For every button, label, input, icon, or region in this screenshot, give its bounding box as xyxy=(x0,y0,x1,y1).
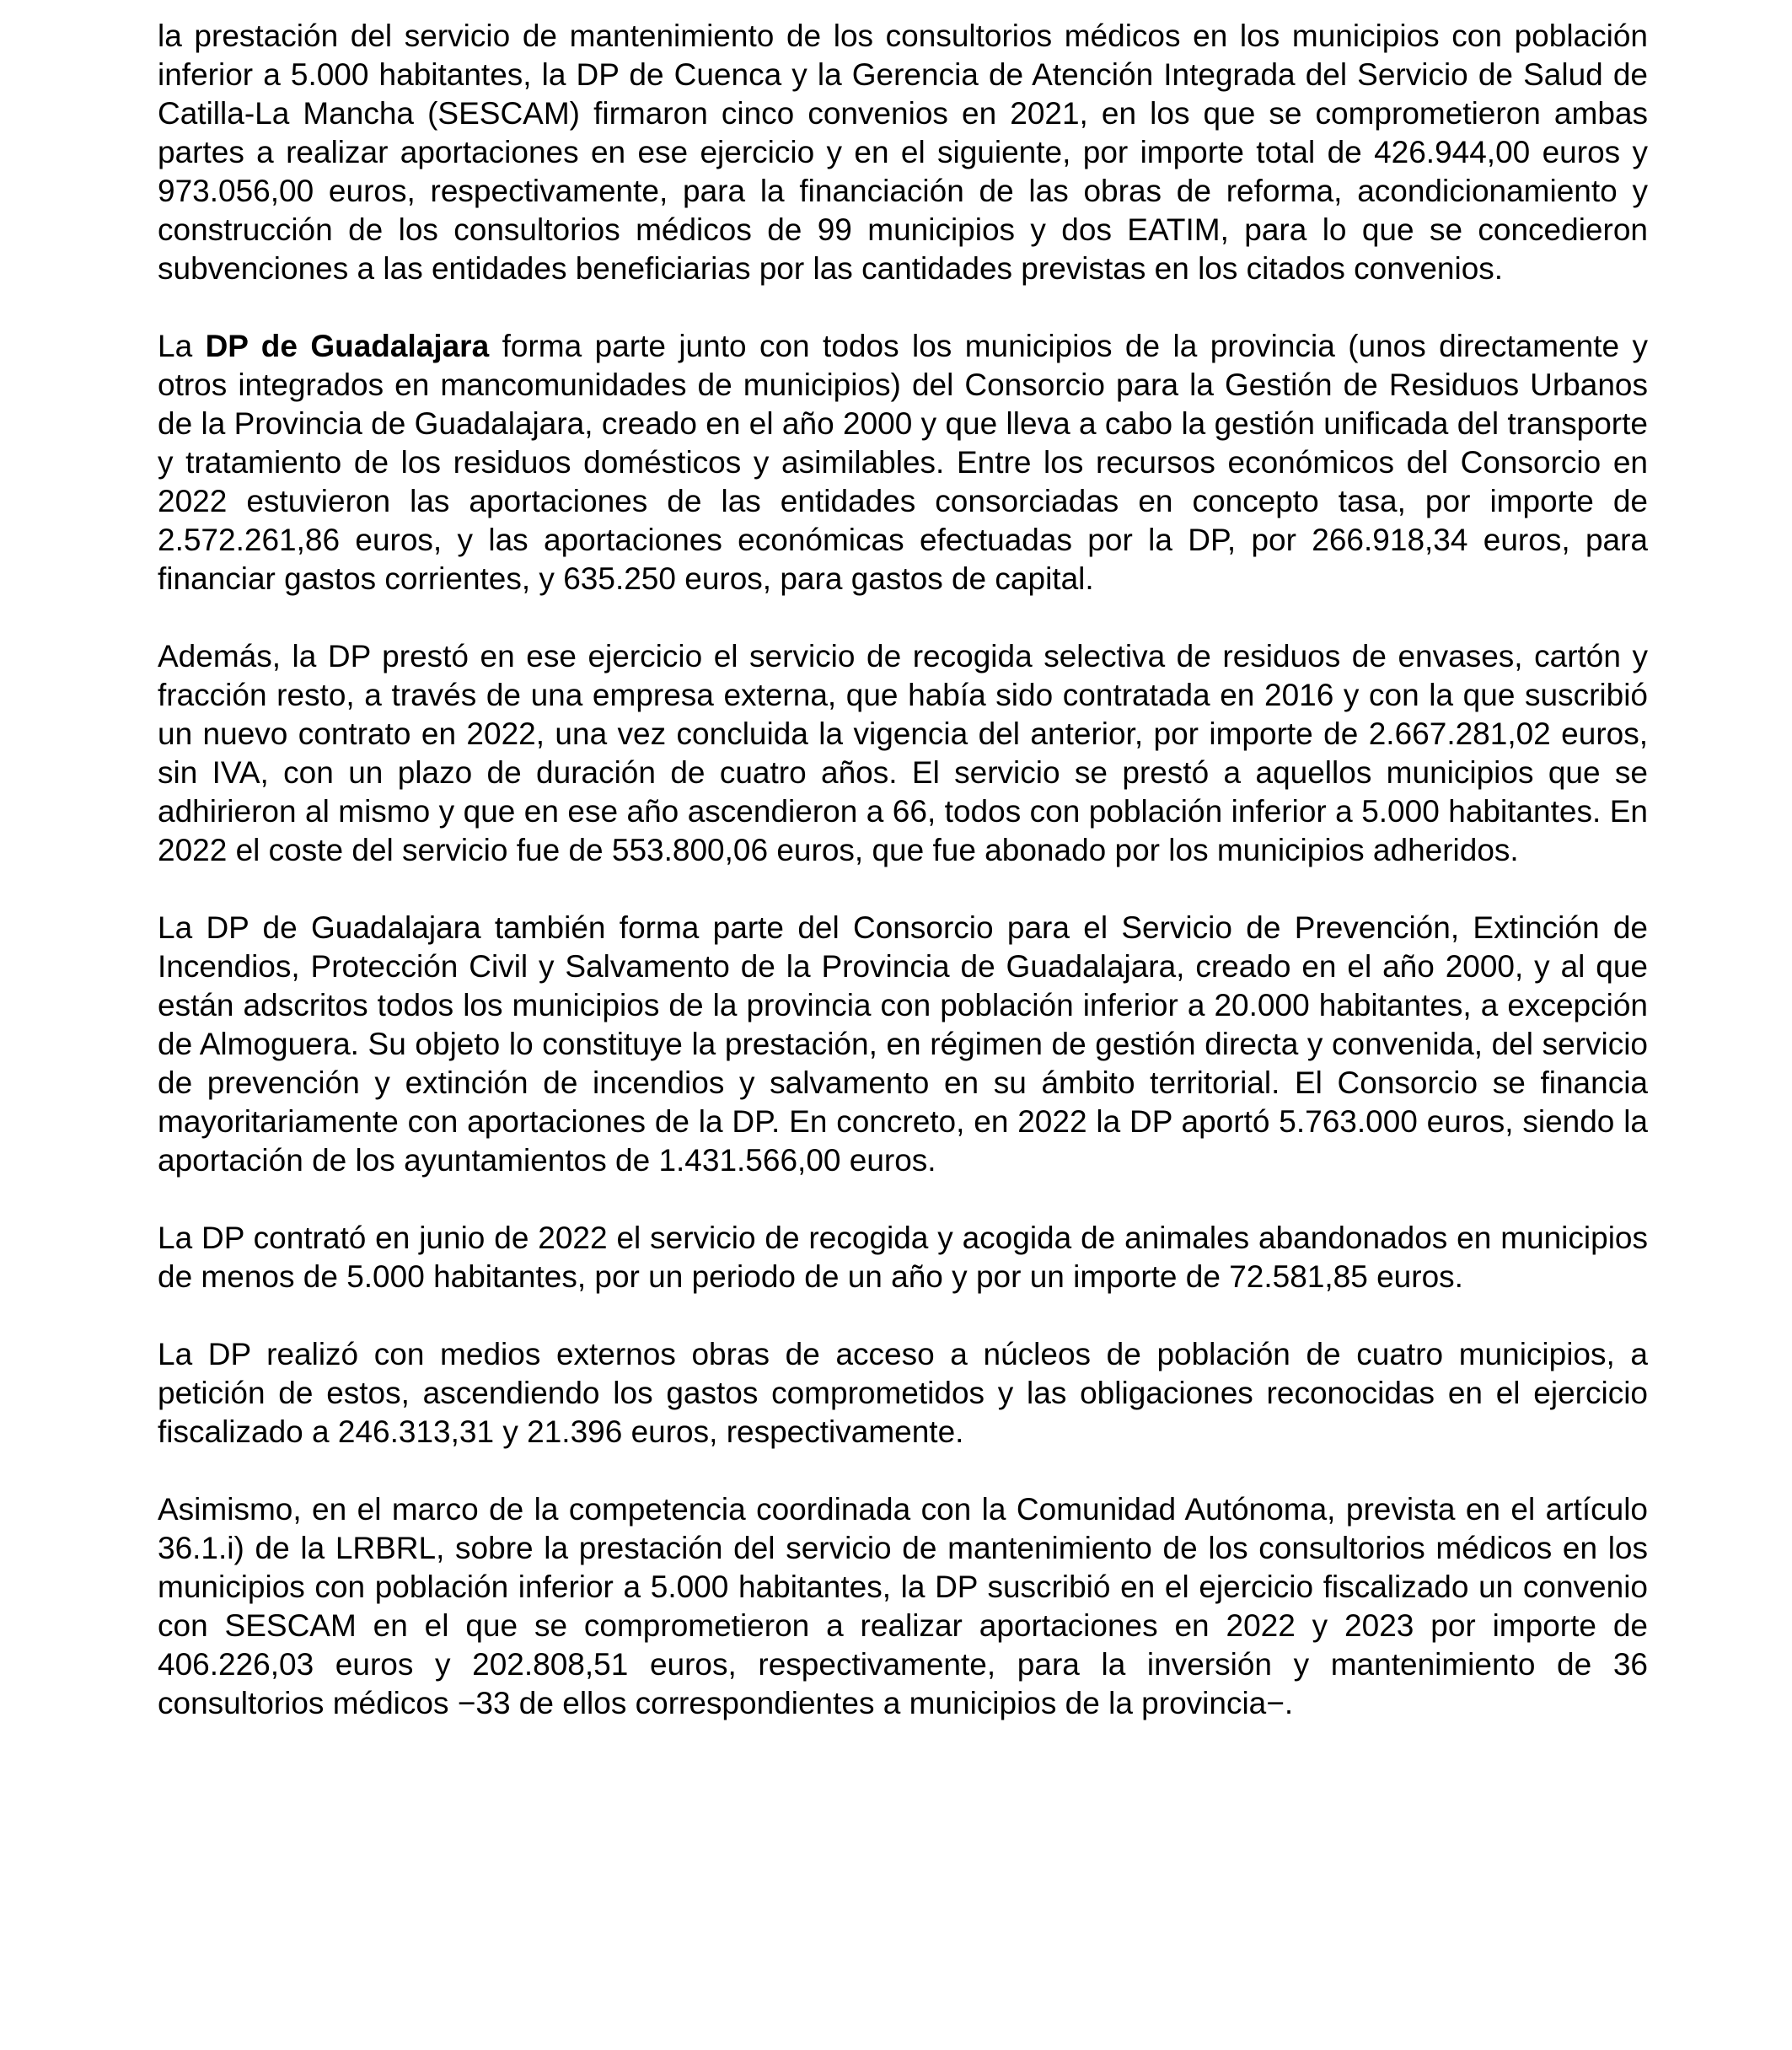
paragraph-recogida-selectiva: Además, la DP prestó en ese ejercicio el servicio de recogida selectiva de residuos de envases, cartón y fracción resto, a través de una empresa externa, que había sido contratada en 2016 y con la que suscribió un nuevo contrato en 2022, una vez concluida la vigencia del anterior, por importe de 2.667.281,02 euros, sin IVA, con un plazo de duración de cuatro años. El servicio se prestó a aquellos municipios que se adhirieron al mismo y que en ese año ascendieron a 66, todos con población inferior a 5.000 habitantes. En 2022 el coste del servicio fue de 553.800,06 euros, que fue abonado por los municipios adheridos. xyxy=(158,639,1648,867)
paragraph-convenio-sescam: Asimismo, en el marco de la competencia coordinada con la Comunidad Autónoma, prevista en el artículo 36.1.i) de la LRBRL, sobre la prestación del servicio de mantenimiento de los consultorios médicos en los municipios con población inferior a 5.000 habitantes, la DP suscribió en el ejercicio fiscalizado un convenio con SESCAM en el que se comprometieron a realizar aportaciones en 2022 y 2023 por importe de 406.226,03 euros y 202.808,51 euros, respectivamente, para la inversión y mantenimiento de 36 consultorios médicos −33 de ellos correspondientes a municipios de la provincia−. xyxy=(158,1492,1648,1720)
paragraph-rest: forma parte junto con todos los municipios de la provincia (unos directamente y otros integrados en mancomunidades de municipios) del Consorcio para la Gestión de Residuos Urbanos de la Provincia de Guadalajara, creado en el año 2000 y que lleva a cabo la gestión unificada del transporte y tratamiento de los residuos domésticos y asimilables. Entre los recursos económicos del Consorcio en 2022 estuvieron las aportaciones de las entidades consorciadas en concepto tasa, por importe de 2.572.261,86 euros, y las aportaciones económicas efectuadas por la DP, por 266.918,34 euros, para financiar gastos corrientes, y 635.250 euros, para gastos de capital. xyxy=(158,329,1648,596)
entity-name-bold: DP de Guadalajara xyxy=(205,329,490,363)
document-page xyxy=(158,17,1648,1723)
paragraph-obras-acceso: La DP realizó con medios externos obras de acceso a núcleos de población de cuatro municipios, a petición de estos, ascendiendo los gastos comprometidos y las obligaciones reconocidas en el ejercicio fiscalizado a 246.313,31 y 21.396 euros, respectivamente. xyxy=(158,1337,1648,1449)
paragraph-consorcio-incendios: La DP de Guadalajara también forma parte del Consorcio para el Servicio de Prevención, Extinción de Incendios, Protección Civil y Salvamento de la Provincia de Guadalajara, creado en el año 2000, y al que están adscritos todos los municipios de la provincia con población inferior a 20.000 habitantes, a excepción de Almoguera. Su objeto lo constituye la prestación, en régimen de gestión directa y convenida, del servicio de prevención y extinción de incendios y salvamento en su ámbito territorial. El Consorcio se financia mayoritariamente con aportaciones de la DP. En concreto, en 2022 la DP aportó 5.763.000 euros, siendo la aportación de los ayuntamientos de 1.431.566,00 euros. xyxy=(158,910,1648,1178)
paragraph-guadalajara-residuos xyxy=(158,327,1648,598)
paragraph-animales-abandonados: La DP contrató en junio de 2022 el servicio de recogida y acogida de animales abandonados en municipios de menos de 5.000 habitantes, por un periodo de un año y por un importe de 72.581,85 euros. xyxy=(158,1221,1648,1294)
paragraph-cuenca-consultorios: la prestación del servicio de mantenimiento de los consultorios médicos en los municipios con población inferior a 5.000 habitantes, la DP de Cuenca y la Gerencia de Atención Integrada del Servicio de Salud de Catilla-La Mancha (SESCAM) firmaron cinco convenios en 2021, en los que se comprometieron ambas partes a realizar aportaciones en ese ejercicio y en el siguiente, por importe total de 426.944,00 euros y 973.056,00 euros, respectivamente, para la financiación de las obras de reforma, acondicionamiento y construcción de los consultorios médicos de 99 municipios y dos EATIM, para lo que se concedieron subvenciones a las entidades beneficiarias por las cantidades previstas en los citados convenios. xyxy=(158,19,1648,286)
paragraph-prefix: La xyxy=(158,329,206,363)
